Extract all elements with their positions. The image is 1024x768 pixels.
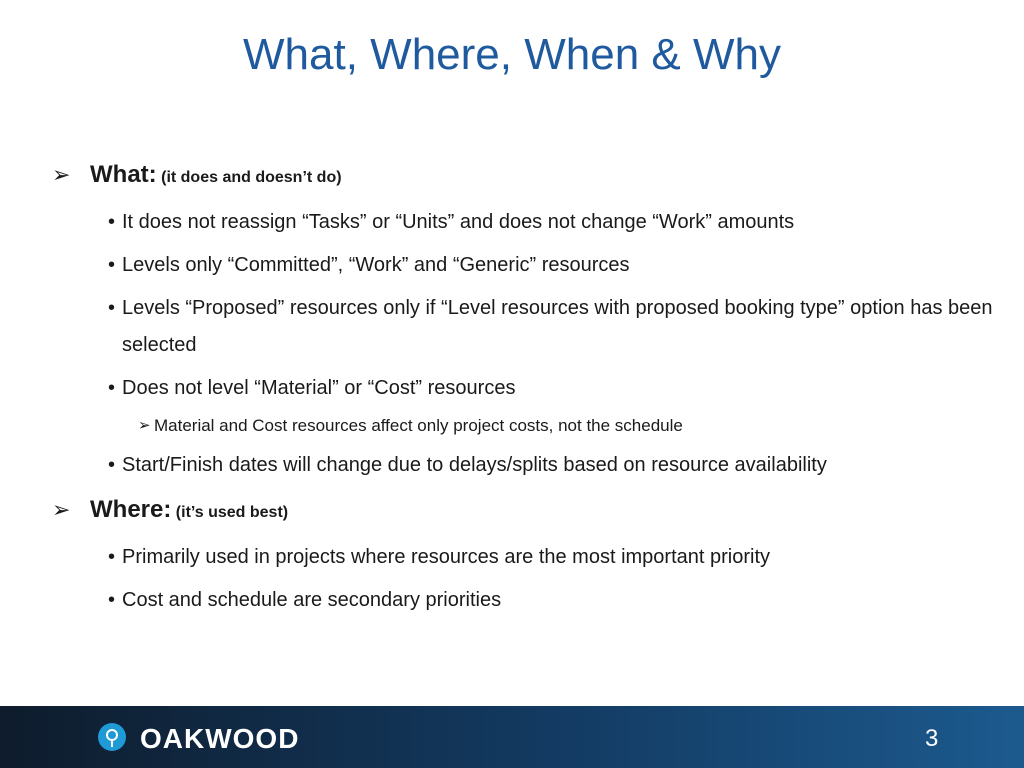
bullet-dot-icon: • bbox=[108, 297, 116, 319]
bullet-dot-icon: • bbox=[108, 589, 116, 611]
bullet-dot-icon: • bbox=[108, 254, 116, 276]
section-where-heading bbox=[52, 490, 1002, 533]
section-subheading: (it does and doesn’t do) bbox=[161, 169, 342, 186]
list-item-text: Primarily used in projects where resources are the most important priority bbox=[122, 546, 771, 568]
arrow-bullet-icon: ➢ bbox=[52, 497, 71, 522]
section-what-heading bbox=[52, 155, 1002, 198]
bullet-dot-icon: • bbox=[108, 454, 116, 476]
sub-list-item bbox=[52, 413, 1002, 439]
bullet-dot-icon: • bbox=[108, 377, 116, 399]
bullet-dot-icon: • bbox=[108, 211, 116, 233]
list-item-text: Start/Finish dates will change due to delays/splits based on resource availability bbox=[122, 454, 827, 476]
company-logo-text: OAKWOOD bbox=[140, 723, 300, 754]
list-item bbox=[52, 582, 1002, 619]
footer-bar bbox=[0, 706, 1024, 768]
list-item bbox=[52, 539, 1002, 576]
slide-title: What, Where, When & Why bbox=[243, 30, 781, 79]
list-item bbox=[52, 247, 1002, 284]
list-item-text: It does not reassign “Tasks” or “Units” and does not change “Work” amounts bbox=[122, 211, 795, 233]
arrow-bullet-icon: ➢ bbox=[138, 417, 151, 434]
slide-content bbox=[52, 155, 1002, 625]
list-item bbox=[52, 370, 1002, 407]
sub-list-item-text: Material and Cost resources affect only project costs, not the schedule bbox=[154, 416, 683, 435]
page-number: 3 bbox=[925, 725, 939, 752]
list-item bbox=[52, 204, 1002, 241]
section-subheading: (it’s used best) bbox=[175, 504, 289, 521]
list-item-text: Levels only “Committed”, “Work” and “Generic” resources bbox=[122, 254, 630, 276]
bullet-dot-icon: • bbox=[108, 546, 116, 568]
section-heading: Where: bbox=[90, 496, 172, 523]
list-item-text: Does not level “Material” or “Cost” resources bbox=[122, 377, 516, 399]
list-item-text: Cost and schedule are secondary priorities bbox=[122, 589, 502, 611]
section-heading: What: bbox=[90, 161, 157, 188]
list-item bbox=[52, 290, 1002, 364]
list-item bbox=[52, 447, 1002, 484]
list-item-text: Levels “Proposed” resources only if “Level resources with proposed booking type” option has been selected bbox=[122, 297, 993, 356]
oakwood-logo-icon bbox=[98, 723, 126, 751]
arrow-bullet-icon: ➢ bbox=[52, 162, 71, 187]
